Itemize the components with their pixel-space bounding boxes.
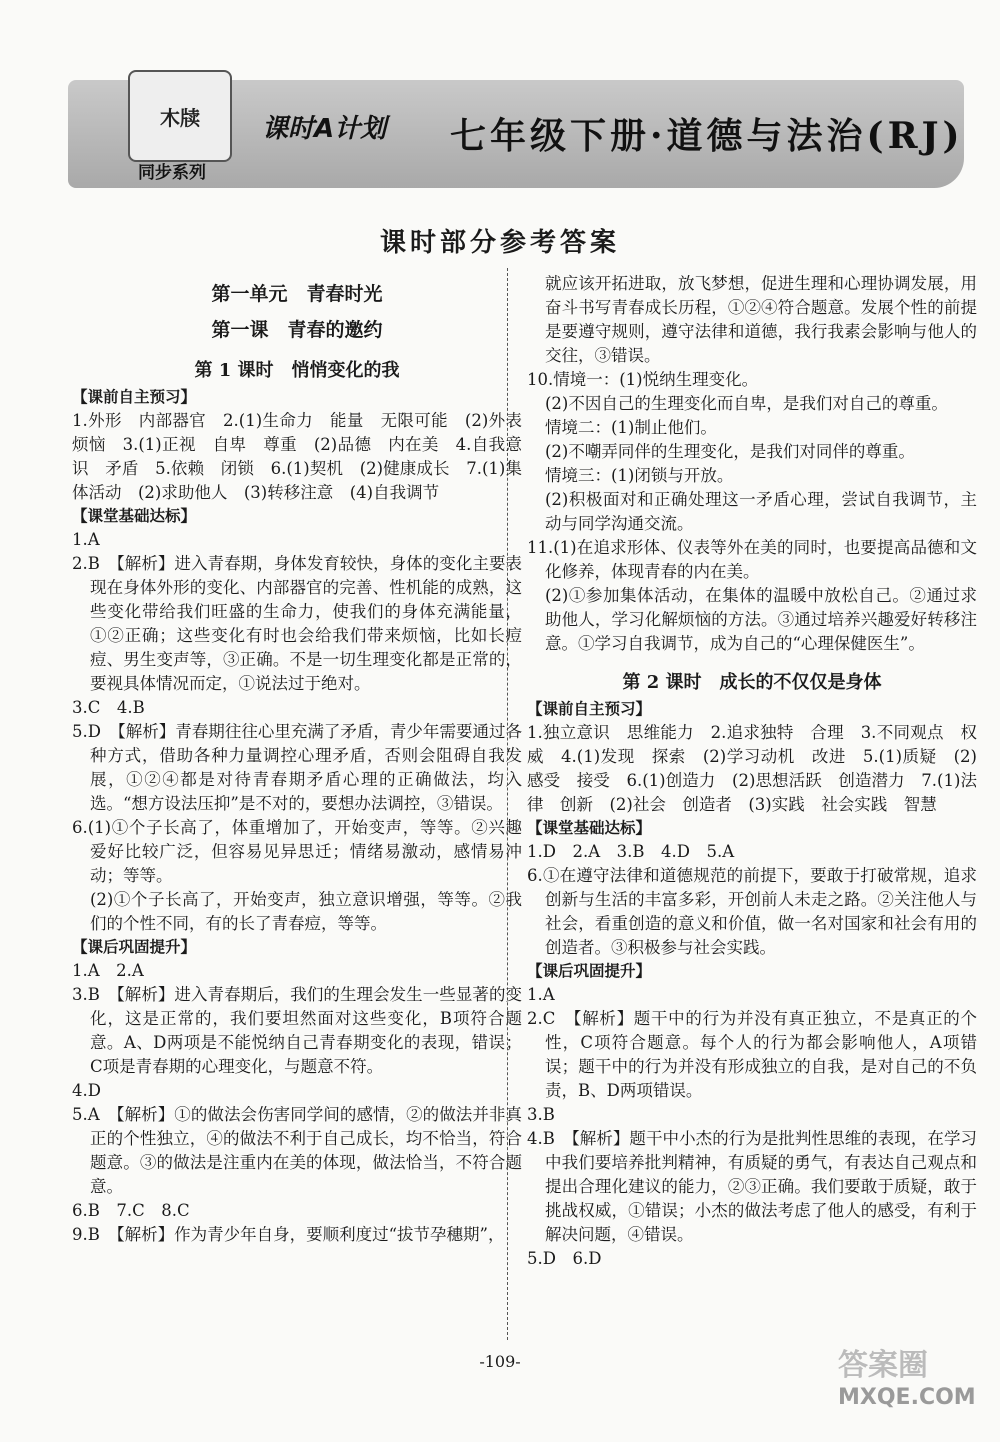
answer-item: 情境三：(1)闭锁与开放。 bbox=[545, 466, 734, 485]
series-label: 同步系列 bbox=[138, 163, 206, 183]
answer-item: 11.(1)在追求形体、仪表等外在美的同时，也要提高品德和文化修养，体现青春的内在美。 bbox=[527, 538, 977, 581]
answer-item: 6.B 7.C 8.C bbox=[72, 1201, 190, 1220]
answer-text: 就应该开拓进取，放飞梦想，促进生理和心理协调发展，用奋斗书写青春成长历程，①②④符合题意。发展个性的前提是要遵守规则，遵守法律和道德，我行我素会影响与他人的交往，③错误。 bbox=[545, 274, 977, 365]
publisher-logo bbox=[128, 70, 232, 162]
page-title: 课时部分参考答案 bbox=[379, 228, 620, 258]
answer-item: (2)不因自己的生理变化而自卑，是我们对自己的尊重。 bbox=[545, 394, 948, 413]
answer-item: 1.A bbox=[72, 530, 100, 549]
answer-item: 6.①在遵守法律和道德规范的前提下，要敢于打破常规，追求创新与生活的丰富多彩，开创前人未走之路。②关注他人与社会，看重创造的意义和价值，做一名对国家和社会有用的创造者。③积极参与社会实践。 bbox=[527, 866, 977, 957]
plan-label: 课时A计划 bbox=[262, 114, 387, 144]
right-column bbox=[527, 272, 977, 1271]
lesson-heading: 第一课 青春的邀约 bbox=[211, 319, 383, 341]
answer-item: 5.A 【解析】①的做法会伤害同学间的感情，②的做法并非真正的个性独立，④的做法不利于自己成长，均不恰当，符合题意。③的做法是注重内在美的体现，做法恰当，不符合题意。 bbox=[72, 1105, 522, 1196]
answer-item: 4.B 【解析】题干中小杰的行为是批判性思维的表现，在学习中我们要培养批判精神，有质疑的勇气，有表达自己观点和提出合理化建议的能力，②③正确。我们要敢于质疑，敢于挑战权威，①错误；小杰的做法考虑了他人的感受，有利于解决问题，④错误。 bbox=[527, 1129, 977, 1244]
watermark bbox=[838, 1350, 976, 1414]
answer-text: 1.独立意识 思维能力 2.追求独特 合理 3.不同观点 权威 4.(1)发现 探索 (2)学习动机 改进 5.(1)质疑 (2)感受 接受 6.(1)创造力 (2)思想活跃 创造潜力 7.(1)法律 创新 (2)社会 创造者 (3)实践 社会实践 智慧 bbox=[527, 723, 977, 814]
section-heading: 【课前自主预习】 bbox=[527, 700, 652, 718]
answer-text: 1.外形 内部器官 2.(1)生命力 能量 无限可能 (2)外表 烦恼 3.(1)正视 自卑 尊重 (2)品德 内在美 4.自我意识 矛盾 5.依赖 闭锁 6.(1)契机 (2)健康成长 7.(1)集体活动 (2)求助他人 (3)转移注意 (4)自我调节 bbox=[72, 411, 539, 502]
period-heading: 第 2 课时 成长的不仅仅是身体 bbox=[622, 672, 882, 693]
answer-item: 9.B 【解析】作为青少年自身，要顺利度过“拔节孕穗期”， bbox=[72, 1225, 505, 1244]
section-heading: 【课堂基础达标】 bbox=[72, 507, 197, 525]
answer-item: 3.C 4.B bbox=[72, 698, 145, 717]
logo-text: 木牍 bbox=[160, 105, 200, 130]
watermark-cn: 答案圈 bbox=[838, 1348, 928, 1383]
period-heading: 第 1 课时 悄悄变化的我 bbox=[194, 360, 400, 381]
answer-item: 6.(1)①个子长高了，体重增加了，开始变声，等等。②兴趣爱好比较广泛，但容易见异思迁；情绪易激动，感情易冲动；等等。 bbox=[72, 818, 522, 885]
answer-item: (2)不嘲弄同伴的生理变化，是我们对同伴的尊重。 bbox=[545, 442, 915, 461]
answer-item: (2)①个子长高了，开始变声，独立意识增强，等等。②我们的个性不同，有的长了青春痘，等等。 bbox=[90, 890, 522, 933]
answer-item: 10.情境一：(1)悦纳生理变化。 bbox=[527, 370, 759, 389]
answer-item: 2.B 【解析】进入青春期，身体发育较快，身体的变化主要表现在身体外形的变化、内部器官的完善、性机能的成熟，这些变化带给我们旺盛的生命力，使我们的身体充满能量，①②正确；这些变化有时也会给我们带来烦恼，比如长痘痘、男生变声等，③正确。不是一切生理变化都是正常的，要视具体情况而定，①说法过于绝对。 bbox=[72, 554, 522, 693]
answer-item: 1.A bbox=[527, 985, 555, 1004]
answer-item: 5.D 【解析】青春期往往心里充满了矛盾，青少年需要通过各种方式，借助各种力量调控心理矛盾，否则会阻碍自我发展，①②④都是对待青春期矛盾心理的正确做法，均入选。“想方设法压抑”是不对的，要想办法调控，③错误。 bbox=[72, 722, 522, 813]
answer-item: 1.A 2.A bbox=[72, 961, 144, 980]
answer-item: 5.D 6.D bbox=[527, 1249, 602, 1268]
left-column bbox=[72, 272, 539, 1247]
page-number: -109- bbox=[479, 1352, 521, 1371]
answer-item: (2)①参加集体活动，在集体的温暖中放松自己。②通过求助他人，学习化解烦恼的方法。③通过培养兴趣爱好转移注意。①学习自我调节，成为自己的“心理保健医生”。 bbox=[545, 586, 977, 653]
book-title: 七年级下册·道德与法治(RJ) bbox=[450, 115, 964, 157]
watermark-url: MXQE.COM bbox=[838, 1385, 976, 1410]
answer-item: 2.C 【解析】题干中的行为并没有真正独立，不是真正的个性，C项符合题意。每个人的行为都会影响他人，A项错误；题干中的行为并没有形成独立的自我，是对自己的不负责，B、D两项错误。 bbox=[527, 1009, 977, 1100]
answer-item: 3.B bbox=[527, 1105, 555, 1124]
section-heading: 【课堂基础达标】 bbox=[527, 819, 652, 837]
answer-item: 1.D 2.A 3.B 4.D 5.A bbox=[527, 842, 735, 861]
answer-item: (2)积极面对和正确处理这一矛盾心理，尝试自我调节，主动与同学沟通交流。 bbox=[545, 490, 977, 533]
answer-item: 4.D bbox=[72, 1081, 101, 1100]
answer-item: 情境二：(1)制止他们。 bbox=[545, 418, 717, 437]
answer-item: 3.B 【解析】进入青春期后，我们的生理会发生一些显著的变化，这是正常的，我们要坦然面对这些变化，B项符合题意。A、D两项是不能悦纳自己青春期变化的表现，错误；C项是青春期的心理变化，与题意不符。 bbox=[72, 985, 522, 1076]
section-heading: 【课后巩固提升】 bbox=[72, 938, 197, 956]
section-heading: 【课前自主预习】 bbox=[72, 388, 197, 406]
unit-heading: 第一单元 青春时光 bbox=[211, 283, 383, 305]
section-heading: 【课后巩固提升】 bbox=[527, 962, 652, 980]
